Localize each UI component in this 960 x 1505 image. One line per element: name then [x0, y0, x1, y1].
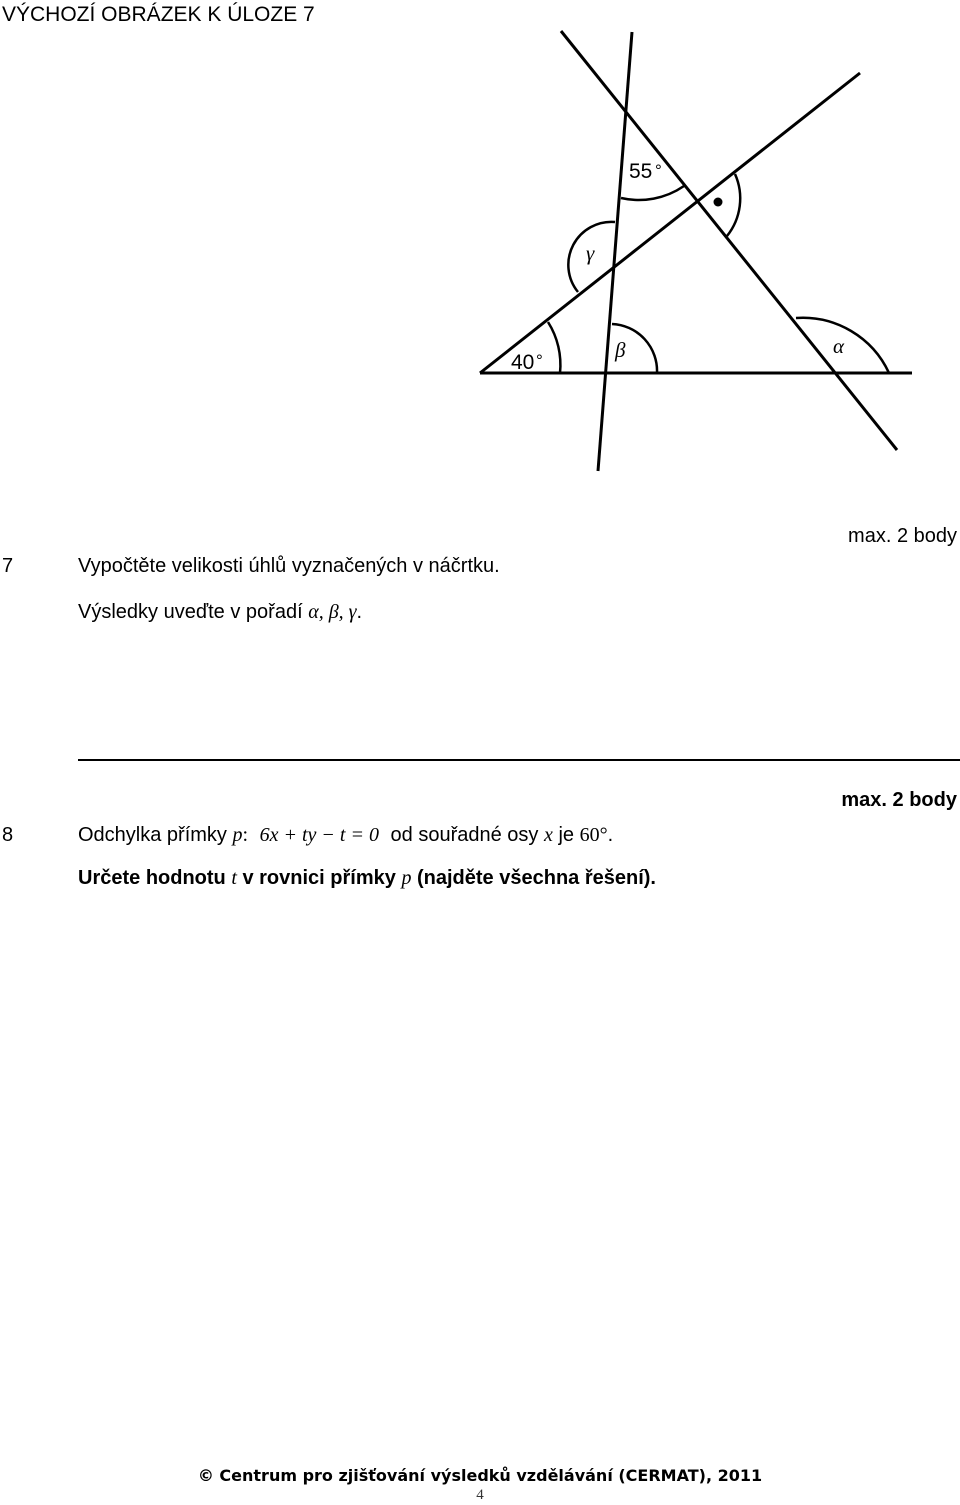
task7-instruction-math: α, β, γ: [308, 601, 357, 623]
arc-right: [727, 174, 740, 236]
task8-math-x: x: [544, 824, 553, 846]
task8-line2-math-t: t: [231, 867, 237, 889]
triangle-figure: [0, 0, 960, 480]
arc-55: [621, 186, 684, 200]
task8-line2-text-c: (najděte všechna řešení).: [417, 867, 656, 889]
task8-line1-end: .: [607, 824, 614, 846]
footer-copyright: © Centrum pro zjišťování výsledků vzdělávání (CERMAT), 2011: [197, 1466, 763, 1485]
task8-line2-math-p: p: [401, 867, 412, 889]
arc-40: [548, 322, 560, 373]
label-55-deg: °: [655, 161, 662, 180]
task7-number: 7: [2, 555, 14, 577]
task8-line2: [78, 867, 656, 890]
task8-number: 8: [2, 824, 14, 846]
label-40: 40: [511, 351, 535, 374]
task8-text-c: je: [558, 824, 575, 846]
task8-max-points: max. 2 body: [841, 789, 957, 811]
task7-instruction: [78, 601, 362, 624]
rising-line: [480, 73, 860, 373]
task7-instruction-text: Výsledky uveďte v pořadí: [78, 601, 303, 623]
label-55: 55: [629, 160, 653, 183]
right-angle-dot: [714, 198, 723, 207]
task8-value: 60°: [579, 824, 608, 846]
section-title: VÝCHOZÍ OBRÁZEK K ÚLOZE 7: [2, 3, 315, 26]
task7-instruction-end: .: [356, 601, 363, 623]
task8-colon: :: [242, 824, 249, 846]
task8-line1: [78, 824, 613, 847]
page-number: 4: [476, 1487, 484, 1503]
label-alpha: α: [833, 334, 845, 358]
label-beta: β: [615, 338, 626, 362]
task8-line2-text-b: v rovnici přímky: [242, 867, 396, 889]
label-40-deg: °: [536, 351, 543, 370]
task8-equation: 6x + ty − t = 0: [259, 824, 379, 846]
section-divider: [78, 759, 960, 761]
task8-text-b: od souřadné osy: [390, 824, 539, 846]
task8-text-a: Odchylka přímky: [78, 824, 227, 846]
descending-line: [561, 31, 897, 450]
task8-line2-text-a: Určete hodnotu: [78, 867, 226, 889]
task8-math-p: p: [232, 824, 243, 846]
label-gamma: γ: [586, 241, 595, 265]
task7-max-points: max. 2 body: [848, 525, 957, 547]
task7-question: Vypočtěte velikosti úhlů vyznačených v náčrtku.: [78, 555, 500, 577]
